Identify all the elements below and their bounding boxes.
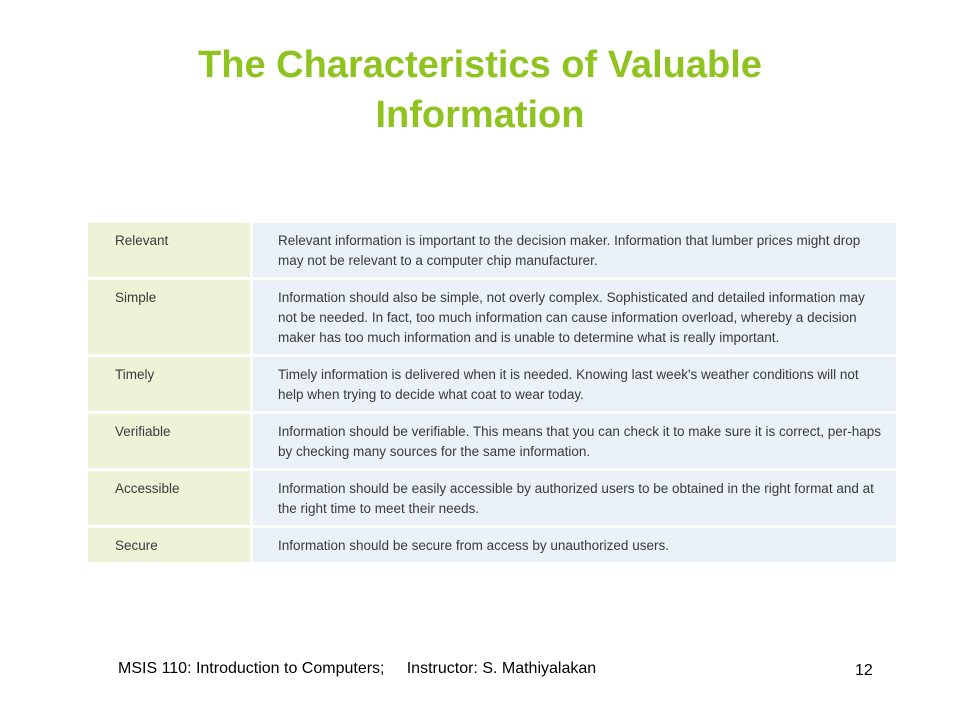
- description-cell: Relevant information is important to the decision maker. Information that lumber prices might drop may not be relevant to a computer chip manufacturer.: [253, 223, 896, 277]
- page-number: 12: [855, 662, 873, 679]
- table-row: [88, 357, 896, 411]
- footer-text: [118, 660, 596, 678]
- table-row: [88, 414, 896, 468]
- slide-title: The Characteristics of Valuable Information: [198, 44, 762, 136]
- footer-course: MSIS 110: Introduction to Computers;: [118, 660, 385, 677]
- table-row: [88, 280, 896, 354]
- table-row: [88, 223, 896, 277]
- characteristics-table: [88, 220, 896, 565]
- term-cell: Secure: [88, 528, 253, 562]
- description-cell: Information should be easily accessible by authorized users to be obtained in the right format and at the right time to meet their needs.: [253, 471, 896, 525]
- term-cell: Accessible: [88, 471, 253, 525]
- table-row: [88, 471, 896, 525]
- table-row: [88, 528, 896, 562]
- term-cell: Simple: [88, 280, 253, 354]
- term-cell: Timely: [88, 357, 253, 411]
- description-cell: Timely information is delivered when it is needed. Knowing last week's weather conditions will not help when trying to decide what coat to wear today.: [253, 357, 896, 411]
- footer-instructor: Instructor: S. Mathiyalakan: [406, 660, 597, 677]
- description-cell: Information should be verifiable. This means that you can check it to make sure it is correct, per-haps by checking many sources for the same information.: [253, 414, 896, 468]
- description-cell: Information should also be simple, not overly complex. Sophisticated and detailed information may not be needed. In fact, too much information can cause information overload, whereby a decision maker has too much information and is unable to determine what is really important.: [253, 280, 896, 354]
- term-cell: Verifiable: [88, 414, 253, 468]
- term-cell: Relevant: [88, 223, 253, 277]
- description-cell: Information should be secure from access by unauthorized users.: [253, 528, 896, 562]
- characteristics-table-container: [88, 223, 896, 581]
